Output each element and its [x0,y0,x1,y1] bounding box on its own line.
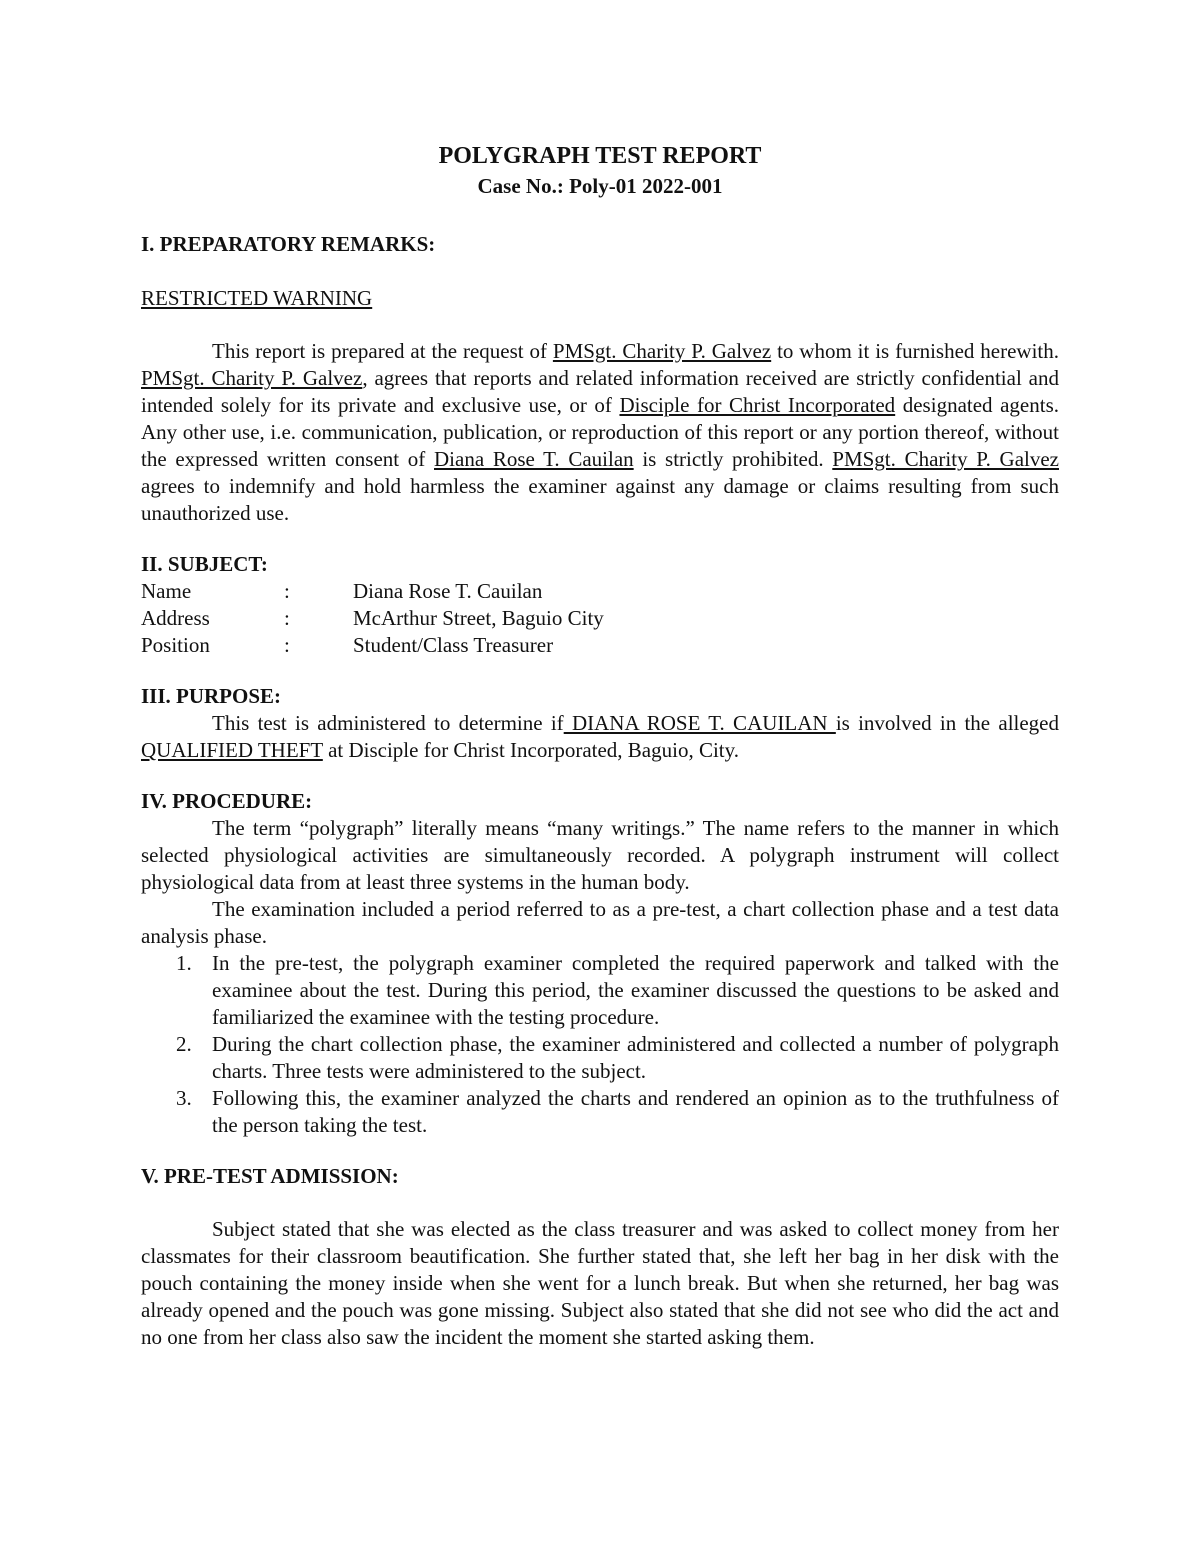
subject-field-label: Name [141,579,192,603]
organization-name: Disciple for Christ Incorporated [619,393,896,417]
report-page [141,140,1059,1351]
subject-details-table [141,578,604,659]
case-number: Case No.: Poly-01 2022-001 [477,174,723,198]
subject-name: Diana Rose T. Cauilan [434,447,634,471]
text-segment: This report is prepared at the request of [212,339,553,363]
list-item-number: 2. [176,1032,192,1056]
list-item [141,1031,1059,1085]
list-item-text: Following this, the examiner analyzed the charts and rendered an opinion as to the truthfulness of the person taking the test. [212,1086,1059,1137]
requester-name: PMSgt. Charity P. Galvez [552,339,772,363]
section-purpose-heading: III. PURPOSE: [141,684,282,708]
text-segment: This test is administered to determine if [212,711,564,735]
purpose-paragraph [141,710,1059,764]
section-preparatory-remarks-heading: I. PREPARATORY REMARKS: [141,232,436,256]
list-item [141,950,1059,1031]
subject-field-colon: : [284,606,290,630]
subject-field-value: Student/Class Treasurer [353,633,554,657]
subject-field-label: Position [141,633,210,657]
text-segment: to whom it is furnished herewith. [771,339,1059,363]
list-item-number: 3. [176,1086,192,1110]
subject-row-address [141,605,604,632]
requester-name: PMSgt. Charity P. Galvez [141,366,363,390]
subject-row-name [141,578,604,605]
section-procedure-heading: IV. PROCEDURE: [141,789,313,813]
text-segment: is involved in the alleged [835,711,1060,735]
procedure-steps-list [141,950,1059,1139]
subject-field-value: Diana Rose T. Cauilan [353,579,543,603]
restricted-warning-paragraph [141,338,1059,527]
subject-row-position [141,632,604,659]
list-item-text: In the pre-test, the polygraph examiner completed the required paperwork and talked with the examinee about the test. During this period, the examiner discussed the questions to be asked and familiarized the examinee with the testing procedure. [212,951,1059,1029]
report-title: POLYGRAPH TEST REPORT [438,143,762,169]
text-segment: is strictly prohibited. [633,447,833,471]
text-segment: at Disciple for Christ Incorporated, Baguio, City. [322,738,740,762]
restricted-warning-subheading: RESTRICTED WARNING [141,286,373,310]
section-subject-heading: II. SUBJECT: [141,552,268,576]
text-segment: , agrees that reports and related information received are strictly confidential and intended solely for its private and exclusive use, or of [141,366,1059,417]
offense-name: QUALIFIED THEFT [141,738,323,762]
subject-field-colon: : [284,633,290,657]
list-item [141,1085,1059,1139]
requester-name: PMSgt. Charity P. Galvez [832,447,1059,471]
procedure-paragraph-1: The term “polygraph” literally means “many writings.” The name refers to the manner in which selected physiological activities are simultaneously recorded. A polygraph instrument will collect physiological data from at least three systems in the human body. [141,816,1059,894]
subject-field-value: McArthur Street, Baguio City [353,606,604,630]
procedure-paragraph-2: The examination included a period referred to as a pre-test, a chart collection phase and a test data analysis phase. [141,897,1059,948]
subject-field-label: Address [141,606,210,630]
text-segment: designated agents. Any other use, i.e. communication, publication, or reproduction of this report or any portion thereof, without the expressed written consent of [141,393,1059,471]
list-item-number: 1. [176,951,192,975]
subject-field-colon: : [284,579,290,603]
pretest-admission-paragraph: Subject stated that she was elected as the class treasurer and was asked to collect money from her classmates for their classroom beautification. She further stated that, she left her bag in her disk with the pouch containing the money inside when she went for a lunch break. But when she returned, her bag was already opened and the pouch was gone missing. Subject also stated that she did not see who did the act and no one from her class also saw the incident the moment she started asking them. [141,1217,1059,1349]
section-pretest-admission-heading: V. PRE-TEST ADMISSION: [141,1164,399,1188]
subject-name: DIANA ROSE T. CAUILAN [563,711,836,735]
list-item-text: During the chart collection phase, the examiner administered and collected a number of polygraph charts. Three tests were administered to the subject. [212,1032,1059,1083]
text-segment: agrees to indemnify and hold harmless the examiner against any damage or claims resulting from such unauthorized use. [141,474,1059,525]
